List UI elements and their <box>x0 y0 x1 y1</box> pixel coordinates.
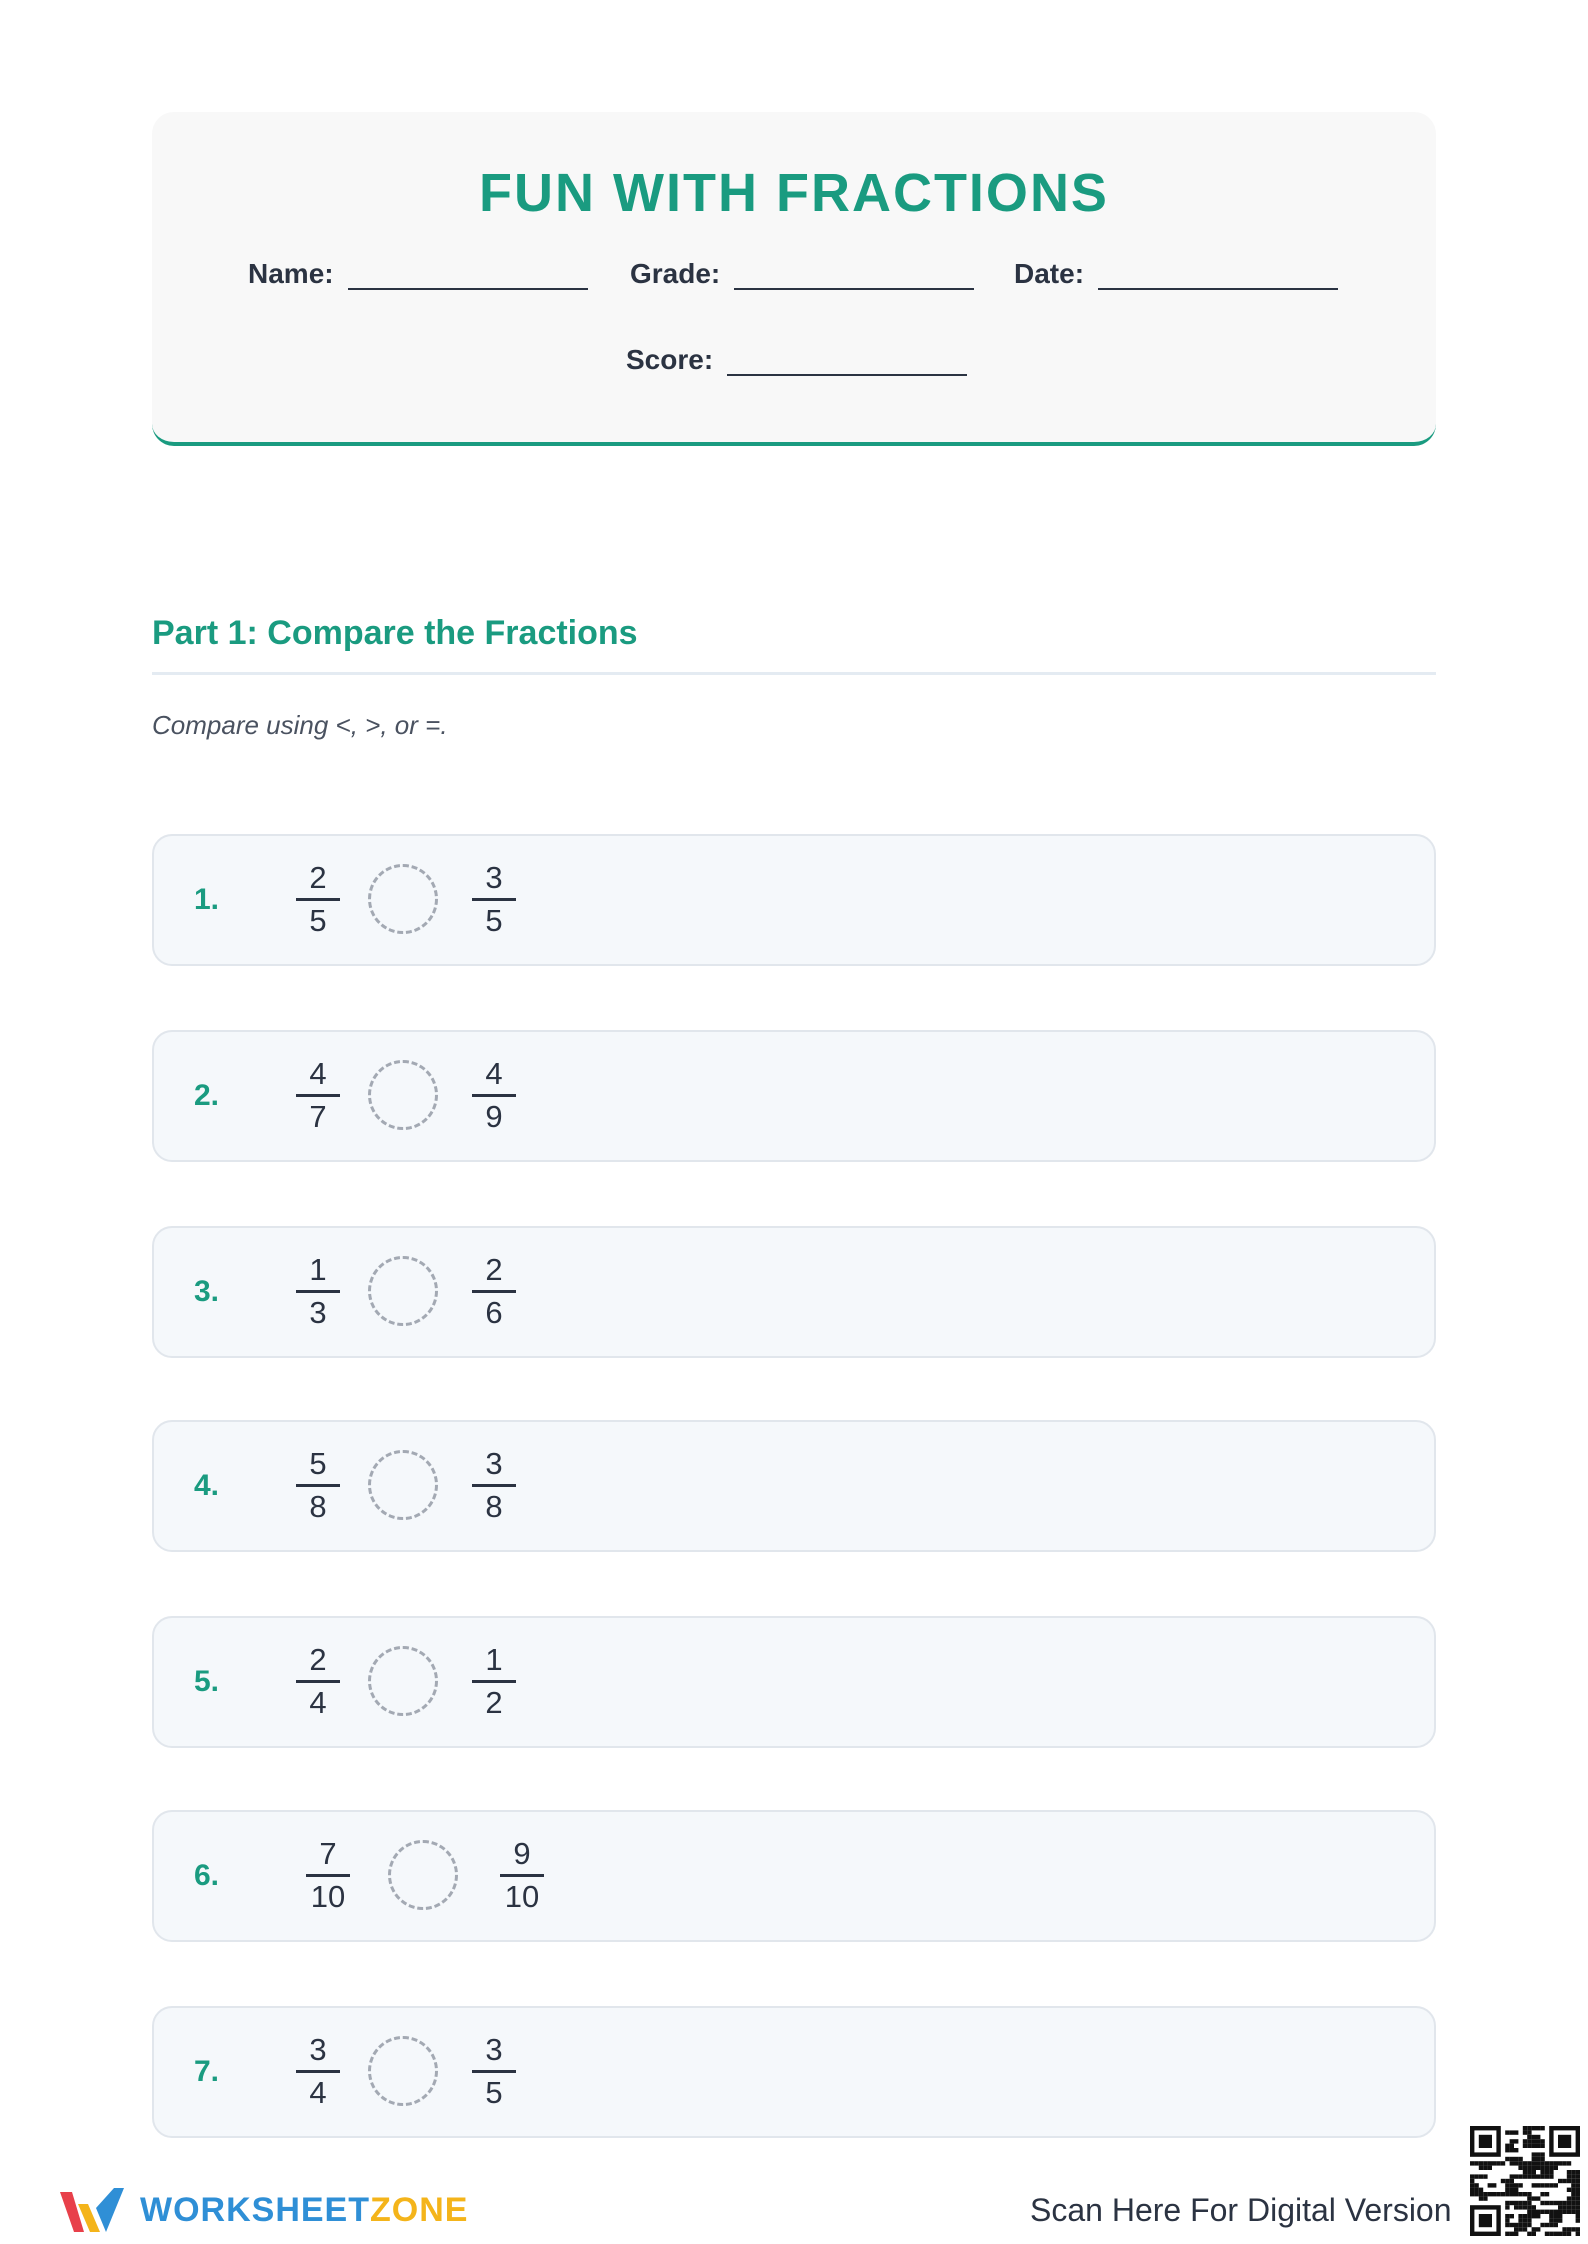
numerator: 2 <box>309 1642 327 1677</box>
right-fraction <box>472 2032 516 2111</box>
worksheetzone-logo <box>56 2182 468 2238</box>
problem-row <box>152 1226 1436 1358</box>
left-fraction <box>306 1836 350 1915</box>
denominator: 8 <box>485 1489 503 1524</box>
fraction-bar <box>296 1094 340 1097</box>
worksheetzone-w-icon <box>56 2182 128 2238</box>
denominator: 7 <box>309 1099 327 1134</box>
name-input-line[interactable] <box>348 262 588 290</box>
right-fraction <box>472 1252 516 1331</box>
problem-row <box>152 834 1436 966</box>
denominator: 6 <box>485 1295 503 1330</box>
answer-circle[interactable] <box>368 1256 438 1326</box>
fraction-bar <box>472 1290 516 1293</box>
fraction-bar <box>472 1680 516 1683</box>
fraction-bar <box>500 1874 544 1877</box>
right-fraction <box>472 1446 516 1525</box>
logo-text-zone: ZONE <box>370 2190 469 2229</box>
score-input-line[interactable] <box>727 348 967 376</box>
problem-number: 2. <box>194 1079 220 1112</box>
fraction-bar <box>472 1094 516 1097</box>
part-1-divider <box>152 672 1436 675</box>
denominator: 2 <box>485 1685 503 1720</box>
fraction-bar <box>296 2070 340 2073</box>
grade-input-line[interactable] <box>734 262 974 290</box>
left-fraction <box>296 1642 340 1721</box>
fraction-bar <box>472 898 516 901</box>
problem-row <box>152 1420 1436 1552</box>
numerator: 4 <box>485 1056 503 1091</box>
fraction-bar <box>296 1680 340 1683</box>
right-fraction <box>472 860 516 939</box>
right-fraction <box>472 1056 516 1135</box>
numerator: 3 <box>309 2032 327 2067</box>
numerator: 3 <box>485 1446 503 1481</box>
numerator: 4 <box>309 1056 327 1091</box>
grade-field <box>630 258 974 290</box>
denominator: 10 <box>310 1879 346 1914</box>
answer-circle[interactable] <box>388 1840 458 1910</box>
denominator: 8 <box>309 1489 327 1524</box>
numerator: 2 <box>485 1252 503 1287</box>
numerator: 7 <box>319 1836 337 1871</box>
numerator: 9 <box>513 1836 531 1871</box>
fraction-bar <box>472 2070 516 2073</box>
problem-row <box>152 2006 1436 2138</box>
numerator: 3 <box>485 2032 503 2067</box>
logo-text <box>140 2191 468 2230</box>
fraction-bar <box>296 1290 340 1293</box>
problem-number: 4. <box>194 1469 220 1502</box>
numerator: 3 <box>485 860 503 895</box>
logo-text-worksheet: WORKSHEET <box>140 2190 370 2229</box>
scan-text: Scan Here For Digital Version <box>1030 2192 1452 2228</box>
fraction-bar <box>296 1484 340 1487</box>
denominator: 5 <box>485 903 503 938</box>
denominator: 5 <box>309 903 327 938</box>
problem-number: 1. <box>194 883 220 916</box>
score-field <box>626 344 967 376</box>
fraction-bar <box>472 1484 516 1487</box>
numerator: 1 <box>485 1642 503 1677</box>
problem-number: 7. <box>194 2055 220 2088</box>
date-label: Date: <box>1014 258 1085 289</box>
right-fraction <box>472 1642 516 1721</box>
left-fraction <box>296 2032 340 2111</box>
numerator: 2 <box>309 860 327 895</box>
fraction-bar <box>296 898 340 901</box>
denominator: 10 <box>504 1879 540 1914</box>
problem-row <box>152 1616 1436 1748</box>
denominator: 9 <box>485 1099 503 1134</box>
left-fraction <box>296 1446 340 1525</box>
denominator: 4 <box>309 2075 327 2110</box>
left-fraction <box>296 860 340 939</box>
qr-code-icon[interactable] <box>1470 2126 1580 2236</box>
name-field <box>248 258 588 290</box>
fraction-bar <box>306 1874 350 1877</box>
answer-circle[interactable] <box>368 1450 438 1520</box>
date-input-line[interactable] <box>1098 262 1338 290</box>
date-field <box>1014 258 1338 290</box>
numerator: 1 <box>309 1252 327 1287</box>
left-fraction <box>296 1252 340 1331</box>
answer-circle[interactable] <box>368 864 438 934</box>
problem-number: 3. <box>194 1275 220 1308</box>
right-fraction <box>500 1836 544 1915</box>
left-fraction <box>296 1056 340 1135</box>
denominator: 4 <box>309 1685 327 1720</box>
worksheet-title: FUN WITH FRACTIONS <box>479 163 1109 223</box>
answer-circle[interactable] <box>368 1060 438 1130</box>
denominator: 5 <box>485 2075 503 2110</box>
numerator: 5 <box>309 1446 327 1481</box>
name-label: Name: <box>248 258 334 289</box>
part-1-instructions: Compare using <, >, or =. <box>152 710 448 740</box>
denominator: 3 <box>309 1295 327 1330</box>
header-card <box>152 112 1436 446</box>
problem-row <box>152 1810 1436 1942</box>
answer-circle[interactable] <box>368 1646 438 1716</box>
problem-row <box>152 1030 1436 1162</box>
problem-number: 6. <box>194 1859 220 1892</box>
score-label: Score: <box>626 344 714 375</box>
answer-circle[interactable] <box>368 2036 438 2106</box>
grade-label: Grade: <box>630 258 721 289</box>
problem-number: 5. <box>194 1665 220 1698</box>
part-1-title: Part 1: Compare the Fractions <box>152 614 638 652</box>
